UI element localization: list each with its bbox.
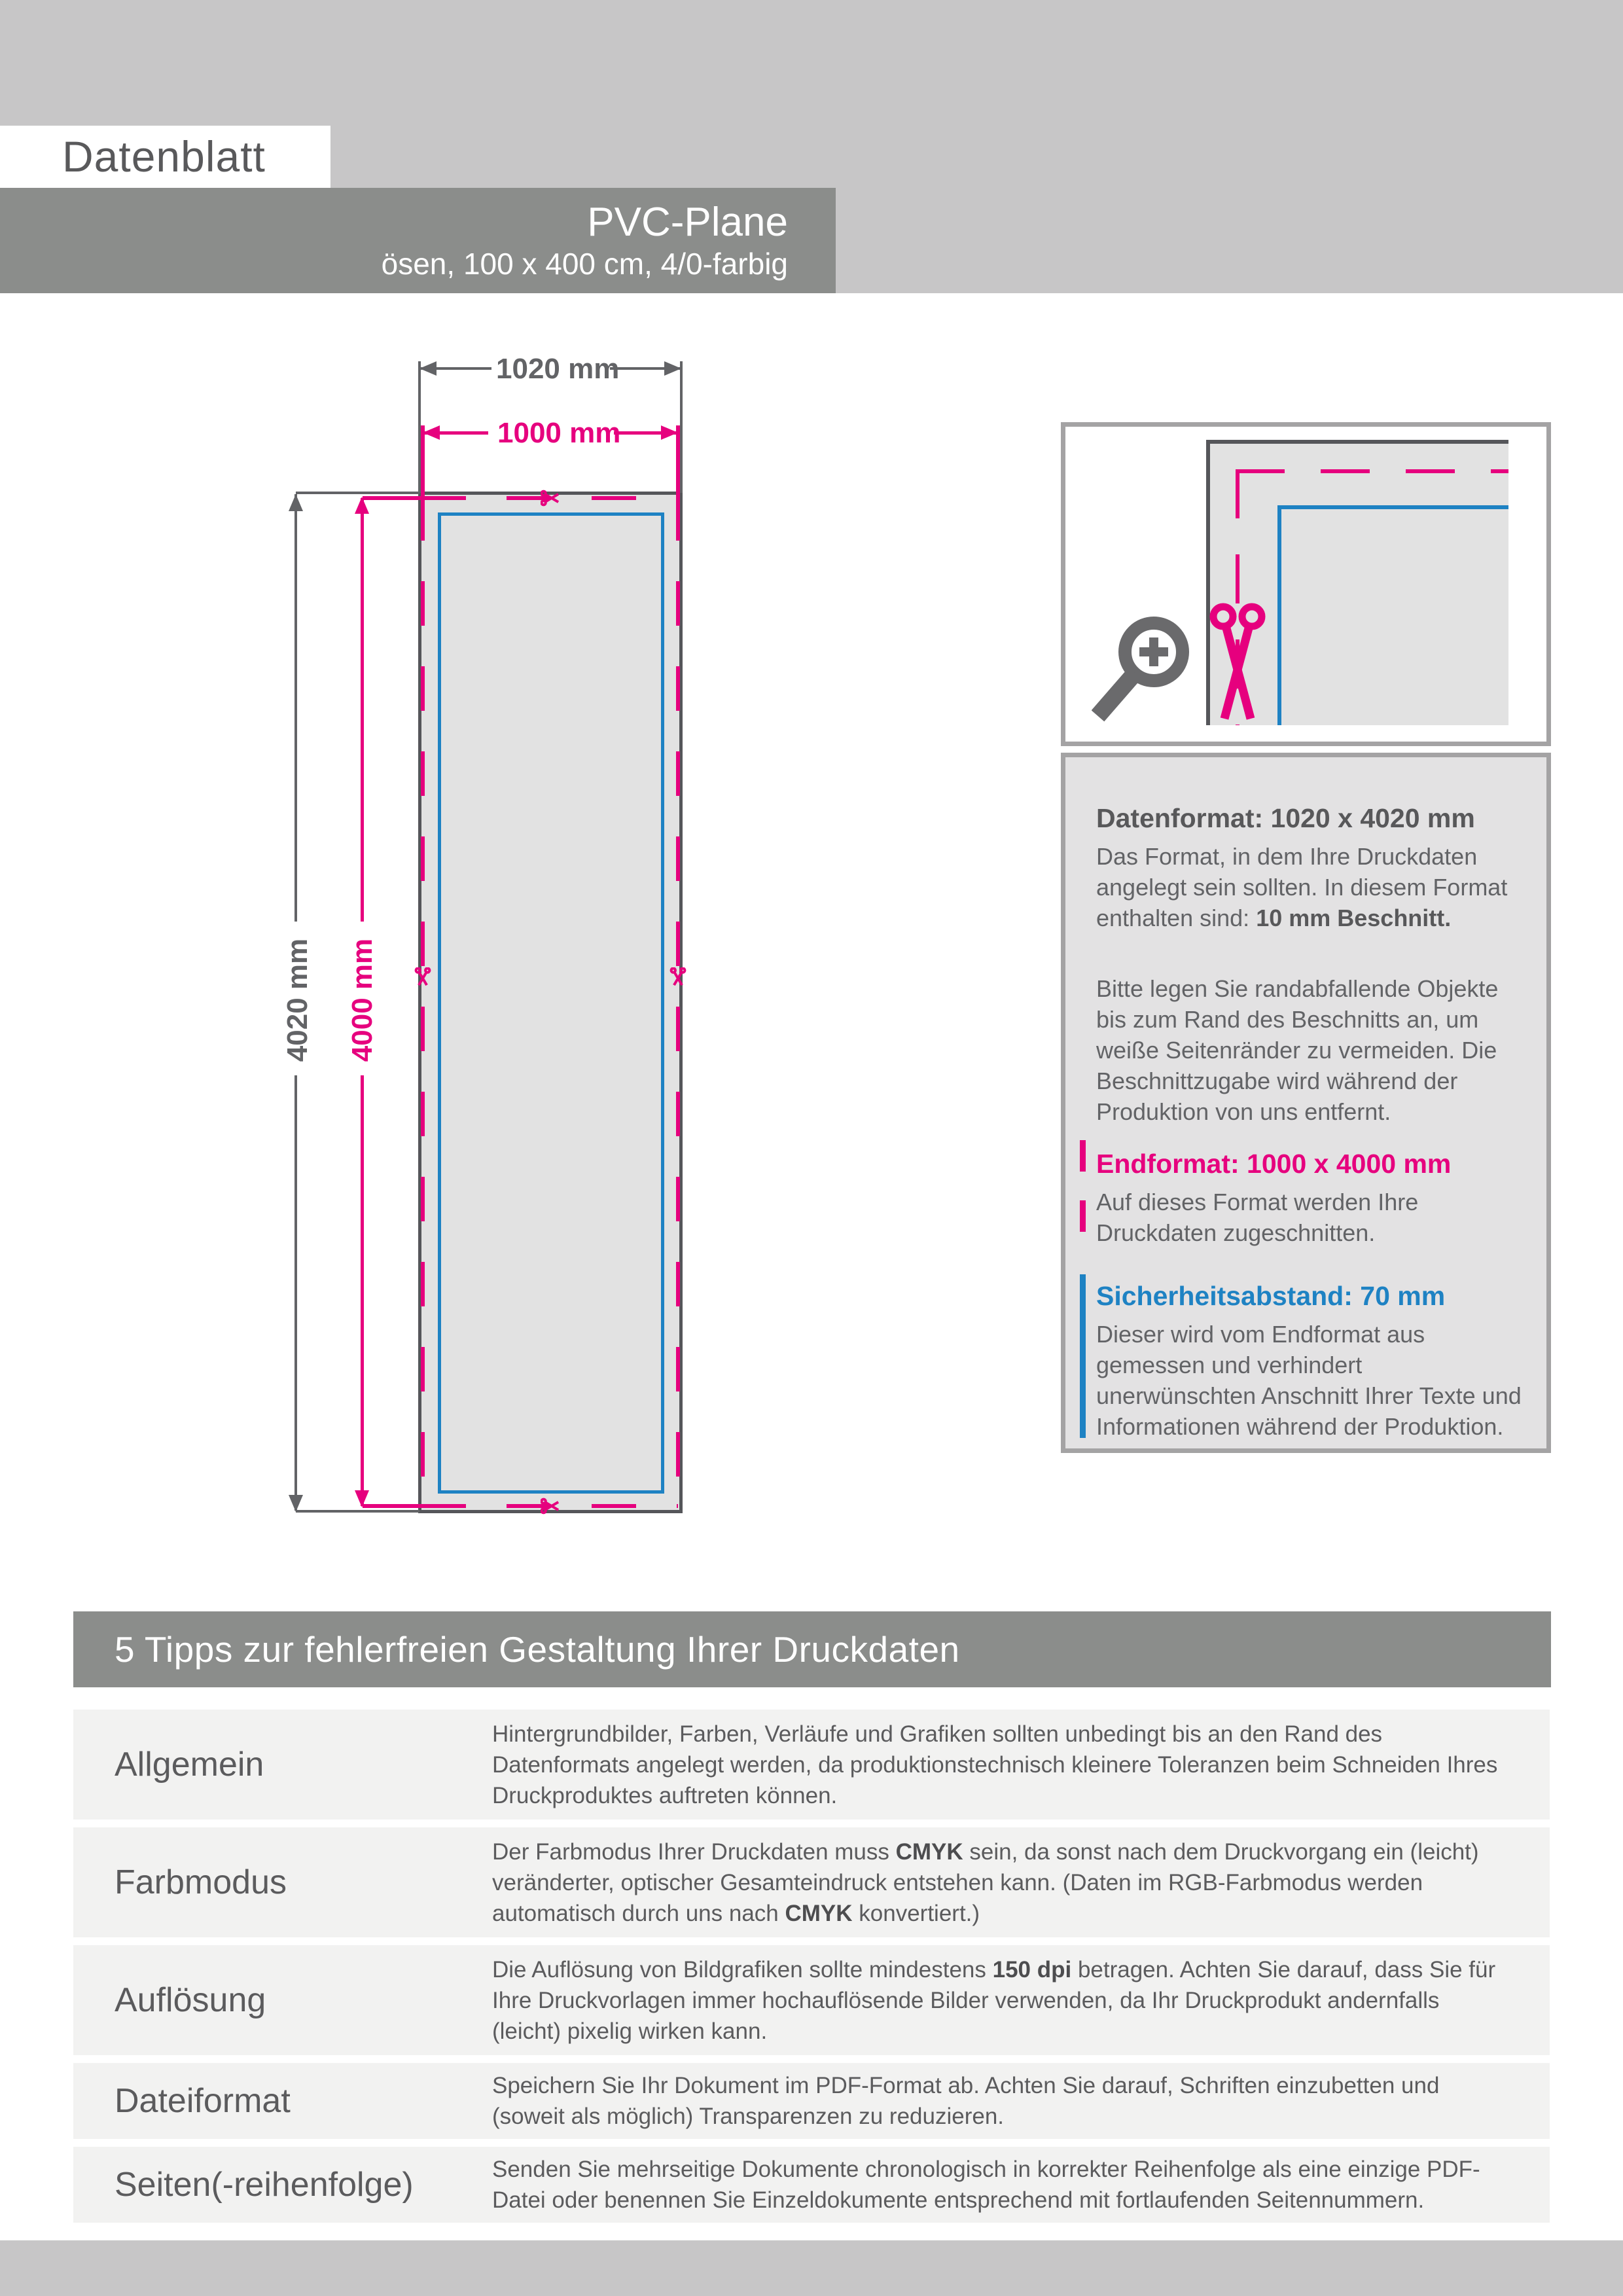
product-subtitle: ösen, 100 x 400 cm, 4/0-farbig (381, 246, 788, 281)
dim-4020-connector-bottom (296, 1510, 419, 1513)
dim-1000-ext-left (421, 425, 425, 533)
dim-height-outer-label: 4020 mm (281, 938, 313, 1062)
endformat-heading: Endformat: 1000 x 4000 mm (1096, 1149, 1452, 1179)
tip-row-label: Dateiformat (115, 2082, 291, 2120)
zoom-safety-line-top (1277, 505, 1508, 509)
product-title: PVC-Plane (587, 199, 788, 245)
zoom-safety-line-left (1277, 505, 1281, 725)
tip-row-text: Senden Sie mehrseitige Dokumente chronologisch in korrekter Reihenfolge als eine einzige PDF-Datei oder benennen Sie Einzeldokumente entsprechend mit fortlaufenden Seitennummern. (492, 2157, 1480, 2213)
dim-4000-line-top (361, 498, 364, 922)
tip-row-aufloesung (73, 1945, 1550, 2055)
dim-width-outer-label: 1020 mm (496, 353, 620, 385)
tips-header-title: 5 Tipps zur fehlerfreien Gestaltung Ihrer Druckdaten (115, 1629, 960, 1670)
dim-4020-connector-top (296, 492, 419, 494)
dim-4000-connector-bottom (363, 1504, 423, 1508)
scissors-icon (1207, 602, 1268, 723)
safety-margin-rect (438, 512, 664, 1494)
dim-height-inner-label: 4000 mm (346, 938, 378, 1062)
cut-line-right (676, 496, 680, 1508)
dim-4000-connector-top (363, 496, 423, 500)
dim-1020-arrow-left (419, 361, 437, 376)
magnifier-icon (1092, 614, 1198, 724)
tip-row-farbmodus (73, 1827, 1550, 1937)
tip-row-label: Farbmodus (115, 1863, 287, 1901)
dim-1020-ext-right (680, 361, 683, 493)
datenformat-para1: Das Format, in dem Ihre Druckdaten angelegt sein sollten. In diesem Format enthalten sind: 10 mm Beschnitt. (1096, 843, 1508, 931)
dim-1000-ext-right (676, 425, 680, 533)
tips-header-bar (73, 1611, 1551, 1687)
sicherheitsabstand-para: Dieser wird vom Endformat aus gemessen und verhindert unerwünschten Anschnitt Ihrer Texte und Informationen während der Produktion. (1096, 1321, 1522, 1440)
tip-row-text: Der Farbmodus Ihrer Druckdaten muss CMYK sein, da sonst nach dem Druckvorgang ein (leicht) veränderter, optischer Gesamteindruck entstehen kann. (Daten im RGB-Farbmodus werden automatisch durch uns nach CMYK konvertiert.) (492, 1839, 1479, 1926)
tip-row-text: Hintergrundbilder, Farben, Verläufe und Grafiken sollten unbedingt bis an den Rand des Datenformats angelegt werden, da produktionstechnisch kleinere Toleranzen beim Schneiden Ihres Druckproduktes auftreten können. (492, 1721, 1498, 1808)
tip-row-label: Allgemein (115, 1746, 264, 1784)
cut-mark-scissors-icon (414, 967, 431, 987)
dim-4020-line-top (294, 494, 297, 922)
dim-4000-line-bottom (361, 1075, 364, 1506)
endformat-accent-bar (1080, 1140, 1086, 1248)
zoom-cut-line-top (1236, 469, 1508, 473)
zoom-datenformat-edge-top (1206, 440, 1508, 444)
cut-mark-scissors-icon (541, 490, 560, 507)
sicherheitsabstand-accent-bar (1080, 1274, 1086, 1438)
tip-row-text: Speichern Sie Ihr Dokument im PDF-Format ab. Achten Sie darauf, Schriften einzubetten und (soweit als möglich) Transparenzen zu reduzieren. (492, 2073, 1440, 2129)
tip-row-label: Auflösung (115, 1981, 266, 2019)
datenformat-para2: Bitte legen Sie randabfallende Objekte bis zum Rand des Beschnitts an, um weiße Seitenränder zu vermeiden. Die Beschnittzugabe wird während der Produktion von uns entfernt. (1096, 975, 1499, 1125)
cut-line-left (421, 496, 425, 1508)
dim-width-inner-label: 1000 mm (497, 417, 621, 449)
product-title-bar (0, 188, 836, 293)
cut-mark-scissors-icon (541, 1498, 560, 1515)
dim-4020-line-bottom (294, 1075, 297, 1511)
sicherheitsabstand-heading: Sicherheitsabstand: 70 mm (1096, 1281, 1446, 1311)
footer-band (0, 2240, 1623, 2296)
dim-1000-arrow-left (423, 425, 440, 440)
tip-row-allgemein (73, 1710, 1550, 1820)
datenformat-heading: Datenformat: 1020 x 4020 mm (1096, 803, 1475, 833)
doc-label-box (0, 126, 330, 188)
cut-mark-scissors-icon (669, 967, 687, 987)
tip-row-seitenreihenfolge (73, 2147, 1550, 2223)
endformat-para: Auf dieses Format werden Ihre Druckdaten zugeschnitten. (1096, 1189, 1419, 1246)
doc-label: Datenblatt (62, 132, 266, 181)
format-info-panel (1061, 753, 1551, 1453)
dim-1020-arrow-right (664, 361, 681, 376)
tip-row-label: Seiten(-reihenfolge) (115, 2166, 414, 2204)
tip-row-dateiformat (73, 2063, 1550, 2139)
tip-row-text: Die Auflösung von Bildgrafiken sollte mindestens 150 dpi betragen. Achten Sie darauf, dass Sie für Ihre Druckvorlagen immer hochauflösende Bilder verwenden, da Ihr Druckprodukt andernfalls (leicht) pixelig wirken kann. (492, 1956, 1496, 2044)
dim-4020-arrow-up (289, 494, 303, 511)
